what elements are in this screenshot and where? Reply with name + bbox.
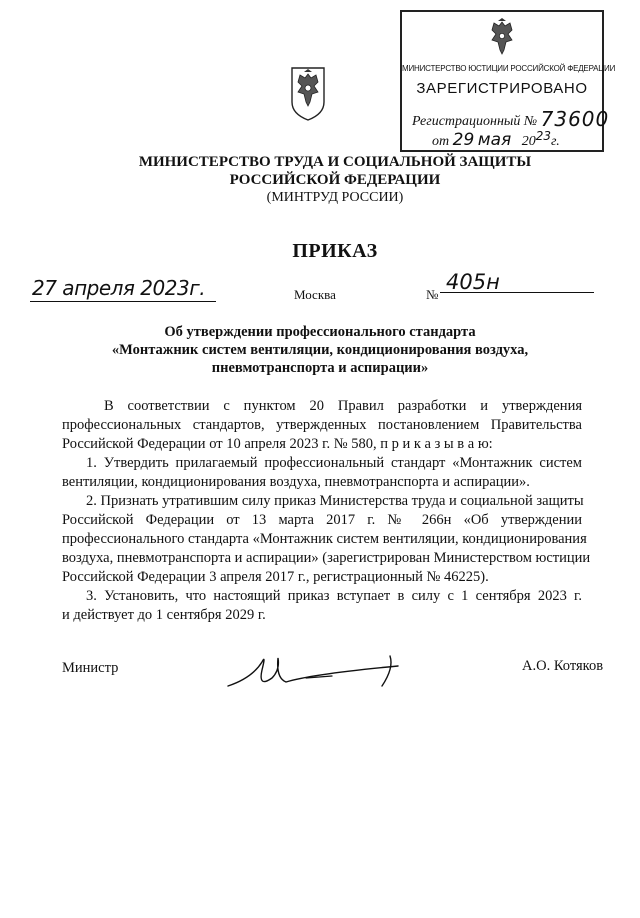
city: Москва [294, 287, 336, 302]
signatory-name: А.О. Котяков [522, 658, 604, 674]
stamp-date-prefix: от [432, 134, 450, 149]
body-line: Российской Федерации 3 апреля 2017 г., регистрационный № 46225). [62, 569, 489, 585]
subject-line2: «Монтажник систем вентиляции, кондиционирования воздуха, [111, 342, 529, 358]
handwritten-number: 405н [446, 270, 500, 294]
stamp-reg-label: Регистрационный № [412, 114, 538, 129]
org-short-name: (МИНТРУД РОССИИ) [266, 190, 404, 205]
body-line: 3. Установить, что настоящий приказ вступает в силу с 1 сентября 2023 г. [86, 588, 582, 604]
org-name-line2: РОССИЙСКОЙ ФЕДЕРАЦИИ [229, 172, 441, 188]
body-line: 1. Утвердить прилагаемый профессиональный стандарт «Монтажник систем [86, 455, 582, 471]
document-type: ПРИКАЗ [292, 240, 378, 262]
stamp-registration [412, 106, 609, 130]
stamp-date-month: мая [477, 130, 512, 150]
stamp-date-suffix: г. [551, 134, 560, 149]
body-line: Российской Федерации от 13 марта 2017 г. № 266н «Об утверждении [62, 512, 582, 528]
body-line: В соответствии с пунктом 20 Правил разработки и утверждения [104, 398, 582, 414]
body-line: вентиляции, кондиционирования воздуха, пневмотранспорта и аспирации». [62, 474, 530, 490]
subject-line1: Об утверждении профессионального стандарта [164, 324, 476, 340]
org-name-line1: МИНИСТЕРСТВО ТРУДА И СОЦИАЛЬНОЙ ЗАЩИТЫ [138, 154, 532, 170]
stamp-date-day: 29 [452, 130, 475, 150]
stamp-date-year-suffix: 23 [535, 129, 552, 143]
body-line: Российской Федерации от 10 апреля 2023 г. № 580, п р и к а з ы в а ю: [62, 436, 493, 452]
signatory-position: Министр [62, 660, 119, 676]
handwritten-date: 27 апреля 2023г. [32, 276, 206, 300]
number-underline [440, 292, 594, 293]
stamp-reg-number: 73600 [540, 107, 610, 131]
handwritten-signature [222, 648, 412, 699]
body-line: 2. Признать утратившим силу приказ Министерства труда и социальной защиты [86, 493, 584, 509]
body-line: профессионального стандарта «Монтажник систем вентиляции, кондиционирования [62, 531, 587, 547]
date-underline [30, 301, 216, 302]
registration-stamp [400, 10, 616, 152]
body-line: воздуха, пневмотранспорта и аспирации» (зарегистрирован Министерством юстиции [62, 550, 591, 566]
body-line: профессиональных стандартов, утвержденных постановлением Правительства [62, 417, 582, 433]
stamp-emblem-icon [484, 16, 520, 60]
coat-of-arms-emblem [288, 64, 328, 122]
body-line: и действует до 1 сентября 2029 г. [62, 607, 266, 623]
subject-line3: пневмотранспорта и аспирации» [211, 360, 429, 376]
stamp-title: ЗАРЕГИСТРИРОВАНО [416, 80, 588, 97]
stamp-date [432, 130, 560, 150]
number-label: № [426, 287, 439, 302]
stamp-ministry: МИНИСТЕРСТВО ЮСТИЦИИ РОССИЙСКОЙ ФЕДЕРАЦИИ [402, 64, 616, 73]
stamp-date-year-prefix: 20 [521, 134, 536, 149]
